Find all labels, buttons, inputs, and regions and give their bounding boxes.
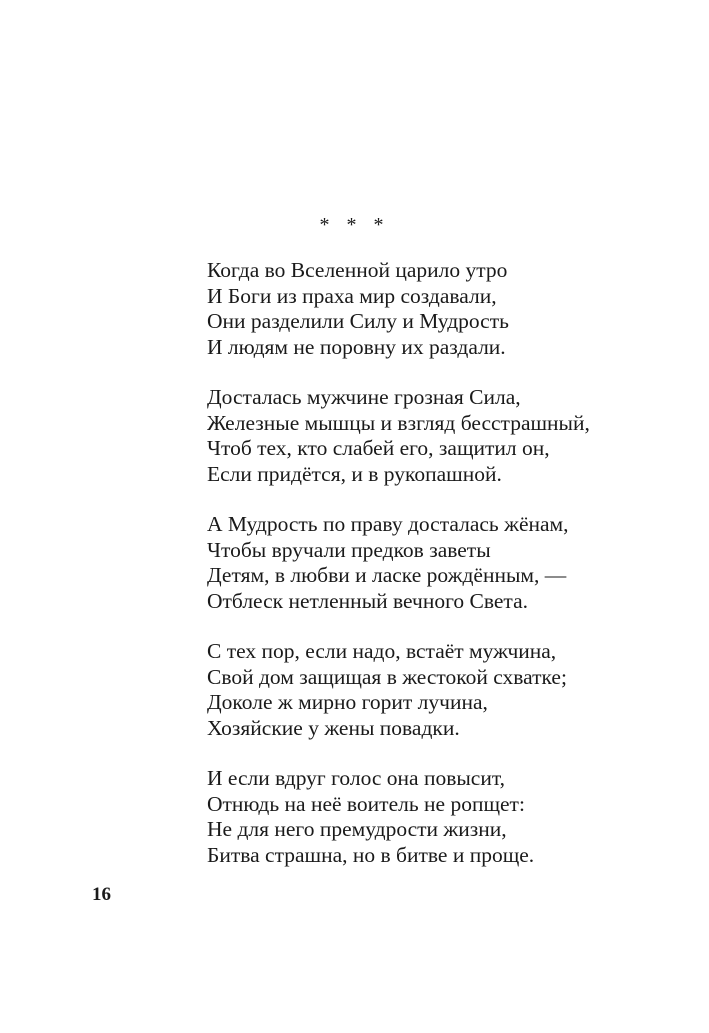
poem-line: Когда во Вселенной царило утро (207, 258, 508, 282)
poem-line: Хозяйские у жены повадки. (207, 715, 460, 740)
poem-line: И Боги из праха мир создавали, (207, 283, 497, 308)
poem-line: А Мудрость по праву досталась жёнам, (207, 512, 569, 536)
stanza-5 (207, 766, 687, 868)
stanza-4 (207, 639, 687, 741)
poem (207, 258, 687, 893)
section-separator: * * * (319, 214, 390, 236)
poem-line: Чтобы вручали предков заветы (207, 537, 491, 562)
stanza-3 (207, 512, 687, 614)
poem-line: С тех пор, если надо, встаёт мужчина, (207, 639, 557, 663)
poem-line: Чтоб тех, кто слабей его, защитил он, (207, 436, 550, 460)
poem-line: Отнюдь на неё воитель не ропщет: (207, 791, 525, 816)
poem-line: И людям не поровну их раздали. (207, 334, 506, 359)
poem-line: Досталась мужчине грозная Сила, (207, 385, 521, 409)
poem-line: И если вдруг голос она повысит, (207, 766, 506, 790)
poem-line: Доколе ж мирно горит лучина, (207, 690, 488, 714)
poem-line: Свой дом защищая в жестокой схватке; (207, 664, 567, 689)
poem-line: Детям, в любви и ласке рождённым, — (207, 563, 567, 587)
stanza-1 (207, 258, 687, 360)
poem-line: Если придётся, и в рукопашной. (207, 461, 502, 486)
poem-line: Битва страшна, но в битве и проще. (207, 842, 535, 867)
poem-line: Они разделили Силу и Мудрость (207, 309, 509, 333)
poem-line: Железные мышцы и взгляд бесстрашный, (207, 410, 590, 435)
stanza-2 (207, 385, 687, 487)
page-number: 16 (92, 884, 111, 905)
poem-line: Отблеск нетленный вечного Света. (207, 588, 529, 613)
poem-line: Не для него премудрости жизни, (207, 817, 507, 841)
